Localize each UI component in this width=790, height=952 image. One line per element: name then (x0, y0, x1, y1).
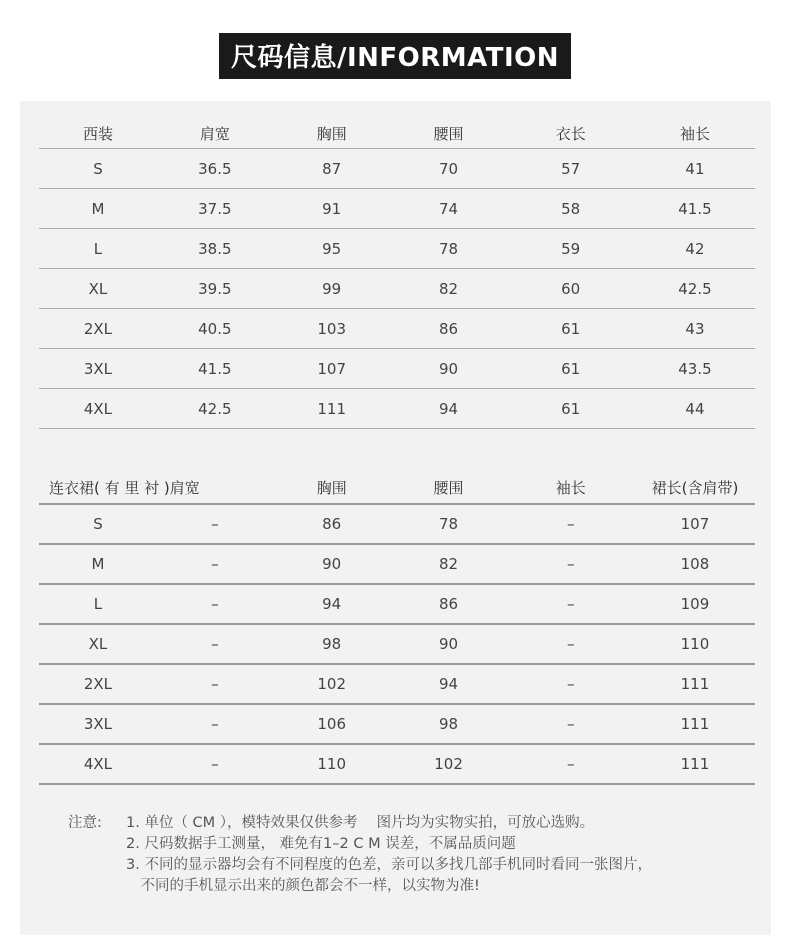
size-cell: 2XL (39, 309, 157, 349)
size-cell: 3XL (39, 704, 157, 744)
value-cell: – (506, 704, 634, 744)
value-cell: – (506, 624, 634, 664)
value-cell: – (157, 744, 273, 784)
value-cell: 107 (273, 349, 391, 389)
value-cell: 110 (635, 624, 755, 664)
header-cell: 西装 (39, 118, 157, 149)
size-cell: M (39, 189, 157, 229)
value-cell: – (157, 704, 273, 744)
value-cell: 95 (273, 229, 391, 269)
value-cell: – (157, 504, 273, 544)
value-cell: 86 (391, 584, 507, 624)
value-cell: 94 (273, 584, 391, 624)
header-cell: 腰围 (391, 118, 507, 149)
value-cell: 98 (273, 624, 391, 664)
size-cell: 3XL (39, 349, 157, 389)
table-row (39, 309, 755, 349)
header-cell: 袖长 (506, 471, 634, 504)
value-cell: – (157, 584, 273, 624)
note-line: 2. 尺码数据手工测量， 难免有1–2 C M 误差，不属品质问题 (126, 836, 516, 852)
value-cell: 60 (506, 269, 634, 309)
value-cell: – (506, 584, 634, 624)
size-cell: XL (39, 624, 157, 664)
header-cell: 肩宽 (157, 118, 273, 149)
header-cell: 裙长(含肩带) (635, 471, 755, 504)
value-cell: 41.5 (635, 189, 755, 229)
value-cell: 37.5 (157, 189, 273, 229)
value-cell: – (506, 744, 634, 784)
table-row (39, 504, 755, 544)
notes-label: 注意: (68, 815, 102, 831)
size-cell: S (39, 149, 157, 189)
table-row (39, 624, 755, 664)
value-cell: 74 (391, 189, 507, 229)
header-cell: 胸围 (273, 118, 391, 149)
size-cell: 4XL (39, 389, 157, 429)
table-row (39, 744, 755, 784)
value-cell: 43.5 (635, 349, 755, 389)
value-cell: 86 (273, 504, 391, 544)
size-cell: S (39, 504, 157, 544)
size-cell: XL (39, 269, 157, 309)
value-cell: 90 (391, 624, 507, 664)
dress-table-body (39, 504, 755, 784)
value-cell: 111 (635, 744, 755, 784)
value-cell: 57 (506, 149, 634, 189)
value-cell: 110 (273, 744, 391, 784)
value-cell: – (157, 624, 273, 664)
notes-block (68, 813, 748, 897)
size-cell: L (39, 584, 157, 624)
value-cell: 42 (635, 229, 755, 269)
header-cell: 腰围 (391, 471, 507, 504)
page-title: 尺码信息/INFORMATION (219, 33, 571, 79)
value-cell: 61 (506, 349, 634, 389)
value-cell: 111 (635, 664, 755, 704)
size-cell: M (39, 544, 157, 584)
value-cell: 39.5 (157, 269, 273, 309)
size-panel (20, 101, 771, 935)
value-cell: 94 (391, 389, 507, 429)
value-cell: 40.5 (157, 309, 273, 349)
value-cell: 90 (273, 544, 391, 584)
table-row (39, 149, 755, 189)
value-cell: 41.5 (157, 349, 273, 389)
value-cell: 108 (635, 544, 755, 584)
value-cell: 106 (273, 704, 391, 744)
header-cell: 衣长 (506, 118, 634, 149)
value-cell: – (506, 544, 634, 584)
value-cell: 61 (506, 389, 634, 429)
suit-size-table (39, 118, 755, 429)
value-cell: 78 (391, 504, 507, 544)
value-cell: 43 (635, 309, 755, 349)
value-cell: – (506, 504, 634, 544)
suit-table-body (39, 149, 755, 429)
value-cell: 86 (391, 309, 507, 349)
value-cell: 61 (506, 309, 634, 349)
value-cell: 78 (391, 229, 507, 269)
value-cell: 38.5 (157, 229, 273, 269)
value-cell: 90 (391, 349, 507, 389)
table-row (39, 389, 755, 429)
value-cell: 107 (635, 504, 755, 544)
table-row (39, 189, 755, 229)
value-cell: 102 (273, 664, 391, 704)
size-cell: 4XL (39, 744, 157, 784)
table-row (39, 704, 755, 744)
value-cell: – (506, 664, 634, 704)
value-cell: 111 (273, 389, 391, 429)
value-cell: 44 (635, 389, 755, 429)
value-cell: 94 (391, 664, 507, 704)
table-row (39, 664, 755, 704)
table-row (39, 229, 755, 269)
value-cell: 42.5 (157, 389, 273, 429)
value-cell: 98 (391, 704, 507, 744)
title-wrap (0, 33, 790, 79)
value-cell: 36.5 (157, 149, 273, 189)
value-cell: 111 (635, 704, 755, 744)
value-cell: 102 (391, 744, 507, 784)
value-cell: 59 (506, 229, 634, 269)
value-cell: 109 (635, 584, 755, 624)
header-cell: 袖长 (635, 118, 755, 149)
note-line: 3. 不同的显示器均会有不同程度的色差，亲可以多找几部手机同时看同一张图片， (126, 857, 652, 873)
table-header-row (39, 471, 755, 504)
table-row (39, 269, 755, 309)
value-cell: 91 (273, 189, 391, 229)
size-cell: 2XL (39, 664, 157, 704)
note-line: 不同的手机显示出来的颜色都会不一样，以实物为准! (126, 878, 480, 894)
value-cell: 103 (273, 309, 391, 349)
value-cell: 82 (391, 544, 507, 584)
value-cell: 99 (273, 269, 391, 309)
header-cell: 连衣裙( 有 里 衬 )肩宽 (39, 471, 273, 504)
value-cell: 41 (635, 149, 755, 189)
value-cell: 42.5 (635, 269, 755, 309)
table-row (39, 584, 755, 624)
value-cell: 70 (391, 149, 507, 189)
value-cell: – (157, 664, 273, 704)
size-cell: L (39, 229, 157, 269)
value-cell: 58 (506, 189, 634, 229)
table-row (39, 544, 755, 584)
header-cell: 胸围 (273, 471, 391, 504)
table-row (39, 349, 755, 389)
value-cell: 87 (273, 149, 391, 189)
table-header-row (39, 118, 755, 149)
dress-size-table (39, 471, 755, 785)
value-cell: 82 (391, 269, 507, 309)
value-cell: – (157, 544, 273, 584)
note-line: 1. 单位（ CM ），模特效果仅供参考 图片均为实物实拍，可放心选购。 (126, 815, 595, 831)
